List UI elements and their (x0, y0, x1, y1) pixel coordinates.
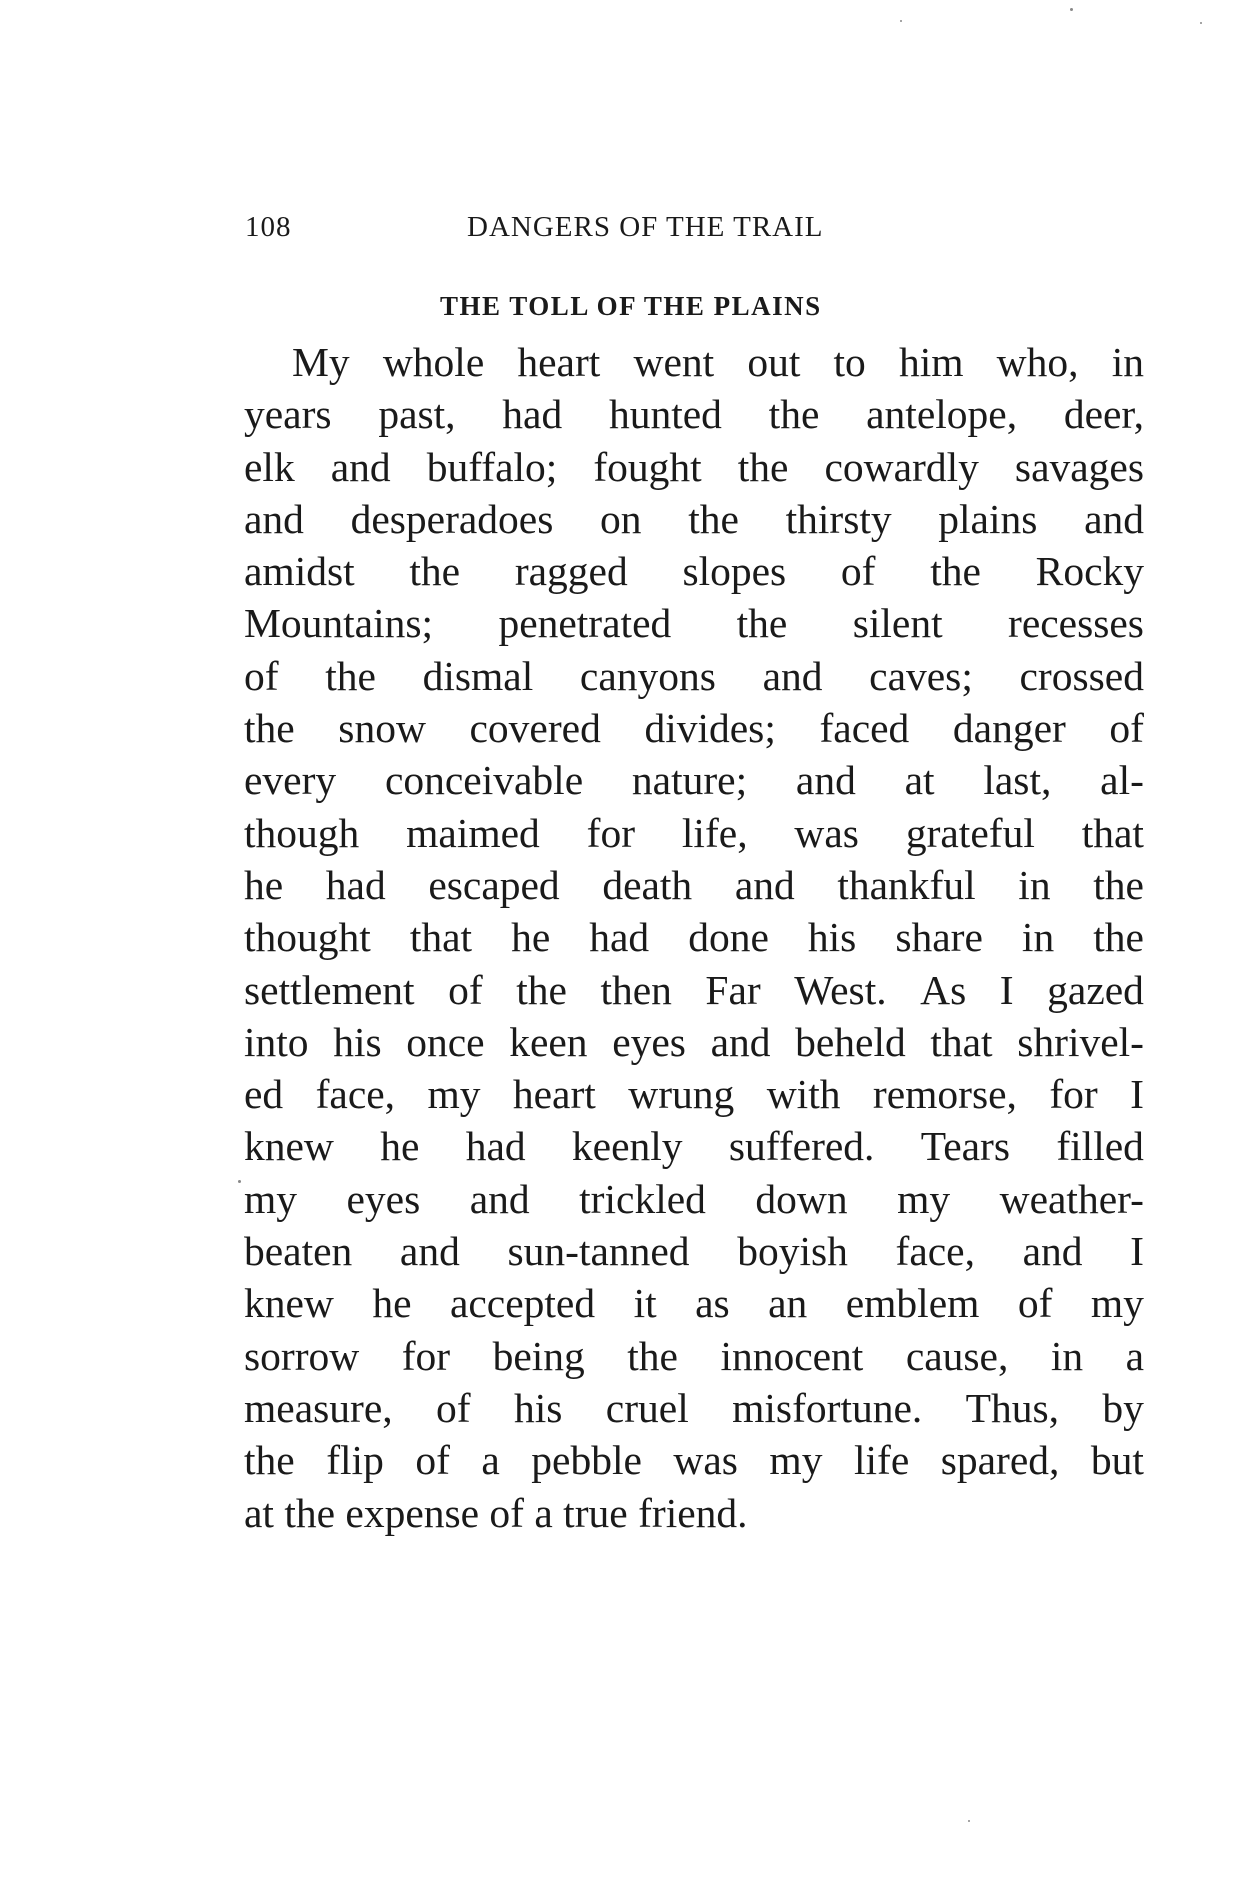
body-line: the flip of a pebble was my life spared, but (244, 1437, 1144, 1484)
body-line: my eyes and trickled down my weather- (244, 1175, 1144, 1222)
body-line: he had escaped death and thankful in the (244, 861, 1144, 908)
body-line: ed face, my heart wrung with remorse, for I (244, 1071, 1144, 1118)
body-line: though maimed for life, was grateful that (244, 809, 1144, 856)
body-line: every conceivable nature; and at last, al- (244, 757, 1144, 804)
print-speck (238, 1180, 241, 1183)
body-line: My whole heart went out to him who, in (292, 339, 1144, 385)
body-line: of the dismal canyons and caves; crossed (244, 652, 1144, 699)
body-line: knew he accepted it as an emblem of my (244, 1280, 1144, 1327)
body-line: at the expense of a true friend. (244, 1489, 748, 1536)
body-line: Mountains; penetrated the silent recesses (244, 600, 1144, 647)
body-line: amidst the ragged slopes of the Rocky (244, 548, 1144, 595)
body-line: measure, of his cruel misfortune. Thus, by (244, 1384, 1144, 1431)
body-line: years past, had hunted the antelope, deer, (244, 391, 1144, 438)
body-line: elk and buffalo; fought the cowardly savages (244, 443, 1144, 490)
section-title: THE TOLL OF THE PLAINS (440, 291, 822, 321)
body-line: thought that he had done his share in the (244, 914, 1144, 961)
print-speck (1200, 22, 1202, 24)
print-speck (900, 20, 902, 22)
body-paragraph (244, 336, 1144, 1539)
page-number: 108 (245, 211, 292, 243)
running-head (245, 207, 925, 247)
print-speck (1070, 8, 1073, 11)
running-title: DANGERS OF THE TRAIL (467, 211, 824, 243)
body-line: the snow covered divides; faced danger of (244, 705, 1144, 752)
body-line: knew he had keenly suffered. Tears filled (244, 1123, 1144, 1170)
print-speck (968, 1820, 970, 1822)
body-line: into his once keen eyes and beheld that shrivel- (244, 1018, 1144, 1065)
body-line: sorrow for being the innocent cause, in a (244, 1332, 1144, 1379)
body-line: and desperadoes on the thirsty plains and (244, 495, 1144, 542)
body-line: beaten and sun-tanned boyish face, and I (244, 1228, 1144, 1275)
body-line: settlement of the then Far West. As I gazed (244, 966, 1144, 1013)
